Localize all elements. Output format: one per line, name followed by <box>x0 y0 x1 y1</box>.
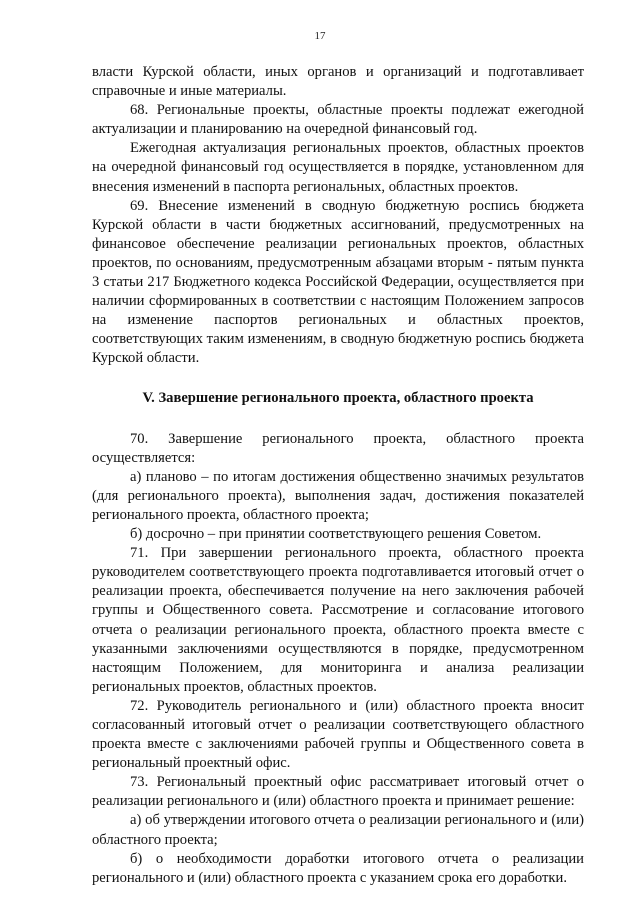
paragraph-70-a: а) планово – по итогам достижения общественно значимых результатов (для регионального проекта), выполнения задач, достижения показателей регионального проекта, областного проекта; <box>92 468 584 523</box>
section-heading: V. Завершение регионального проекта, областного проекта <box>142 389 534 406</box>
page-number: 17 <box>314 30 326 42</box>
paragraph-69: 69. Внесение изменений в сводную бюджетную роспись бюджета Курской области в части бюджетных ассигнований, предусмотренных на финансовое обеспечение реализации региональных проектов, областных проектов, по основаниям, предусмотренным абзацами вторым - пятым пункта 3 статьи 217 Бюджетного кодекса Российской Федерации, осуществляется при наличии сформированных в соответствии с настоящим Положением запросов на изменение паспортов региональных и областных проектов, соответствующих таким изменениям, в сводную бюджетную роспись бюджета Курской области. <box>92 197 584 367</box>
paragraph-68-actualization: Ежегодная актуализация региональных проектов, областных проектов на очередной финансовый год осуществляется в порядке, установленном для внесения изменений в паспорта региональных, областных проектов. <box>92 140 584 195</box>
paragraph-73-b: б) о необходимости доработки итогового отчета о реализации регионального и (или) областного проекта с указанием срока его доработки. <box>92 850 584 886</box>
paragraph-70-b: б) досрочно – при принятии соответствующего решения Советом. <box>130 526 542 543</box>
paragraph-68: 68. Региональные проекты, областные проекты подлежат ежегодной актуализации и планированию на очередной финансовый год. <box>92 102 584 138</box>
paragraph-73: 73. Региональный проектный офис рассматривает итоговый отчет о реализации регионального и (или) областного проекта и принимает решение: <box>92 774 584 810</box>
paragraph-72: 72. Руководитель регионального и (или) областного проекта вносит согласованный итоговый отчет о реализации соответствующего областного проекта вместе с заключениями рабочей группы и Общественного совета в региональный проектный офис. <box>92 697 584 772</box>
document-body <box>92 63 584 888</box>
paragraph-70: 70. Завершение регионального проекта, областного проекта осуществляется: <box>92 430 584 466</box>
paragraph-71: 71. При завершении регионального проекта, областного проекта руководителем соответствующего проекта подготавливается итоговый отчет о реализации проекта, обеспечивается получение на него заключения рабочей группы и Общественного совета. Рассмотрение и согласование итогового отчета о реализации регионального проекта, областного проекта вместе с указанными заключениями осуществляются в порядке, предусмотренном настоящим Положением, для мониторинга и анализа реализации региональных проектов, областных проектов. <box>92 545 584 695</box>
paragraph-continuation: власти Курской области, иных органов и организаций и подготавливает справочные и иные материалы. <box>92 64 584 100</box>
paragraph-73-a: а) об утверждении итогового отчета о реализации регионального и (или) областного проекта; <box>92 812 584 848</box>
